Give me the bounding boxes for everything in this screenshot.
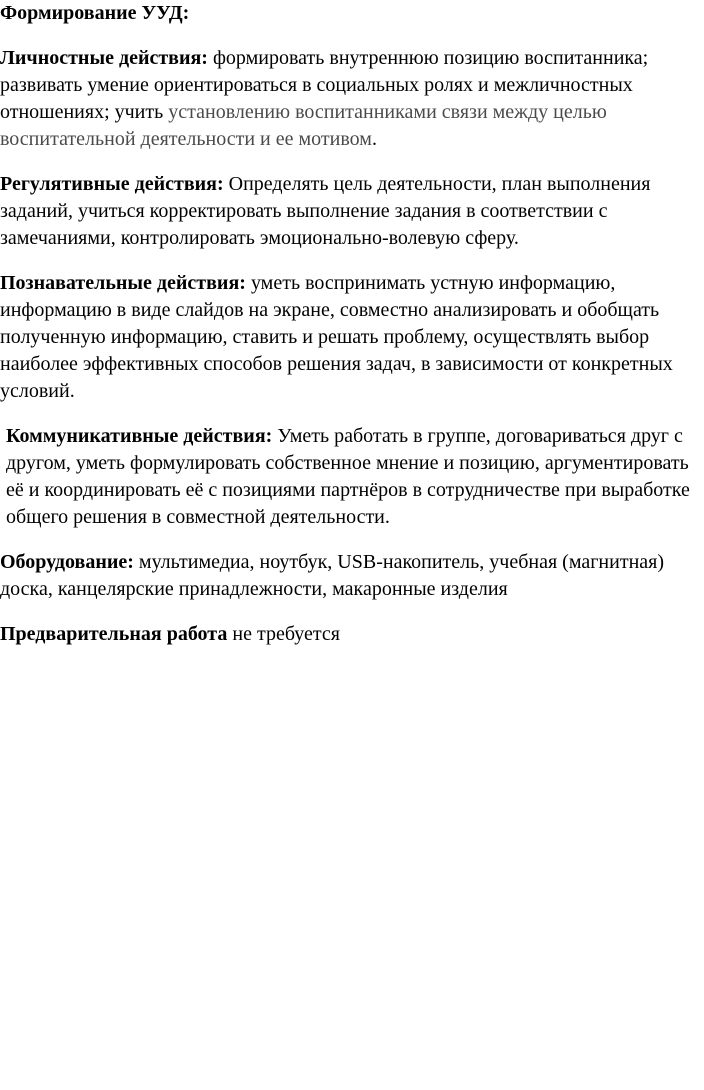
personal-actions-paragraph [0, 45, 704, 153]
document-title [0, 0, 704, 27]
equipment-paragraph [0, 549, 704, 603]
personal-actions-text-3: . [371, 128, 377, 150]
title-text: Формирование УУД: [0, 2, 190, 24]
cognitive-actions-paragraph [0, 270, 704, 405]
preliminary-work-label: Предварительная работа [0, 623, 228, 645]
personal-actions-label: Личностные действия: [0, 47, 208, 69]
cognitive-actions-text: уметь воспринимать устную информацию, информацию в виде слайдов на экране, совместно анализировать и обобщать полученную информацию, ставить и решать проблему, осуществлять выбор наиболее эффективных способов решения задач, в зависимости от конкретных условий. [0, 272, 673, 402]
communicative-actions-text: Уметь работать в группе, договариваться друг с другом, уметь формулировать собственное мнение и позицию, аргументировать её и координировать её с позициями партнёров в сотрудничестве при выработке общего решения в совместной деятельности. [6, 425, 690, 528]
preliminary-work-text: не требуется [227, 623, 340, 645]
regulatory-actions-paragraph [0, 171, 704, 252]
personal-actions-text-1: формировать внутреннюю позицию воспитанника; развивать умение ориентироваться в социальных ролях и межличностных отношениях; учить [0, 47, 649, 123]
cognitive-actions-label: Познавательные действия: [0, 272, 246, 294]
regulatory-actions-text: Определять цель деятельности, план выполнения заданий, учиться корректировать выполнение задания в соответствии с замечаниями, контролировать эмоционально-волевую сферу. [0, 173, 651, 249]
personal-actions-text-2: установлению воспитанниками связи между целью воспитательной деятельности и ее мотивом [0, 101, 607, 150]
communicative-actions-paragraph [0, 423, 704, 531]
preliminary-work-paragraph [0, 621, 704, 648]
equipment-label: Оборудование: [0, 551, 134, 573]
communicative-actions-label: Коммуникативные действия: [6, 425, 273, 447]
equipment-text: мультимедиа, ноутбук, USB-накопитель, учебная (магнитная) доска, канцелярские принадлежности, макаронные изделия [0, 551, 665, 600]
regulatory-actions-label: Регулятивные действия: [0, 173, 224, 195]
